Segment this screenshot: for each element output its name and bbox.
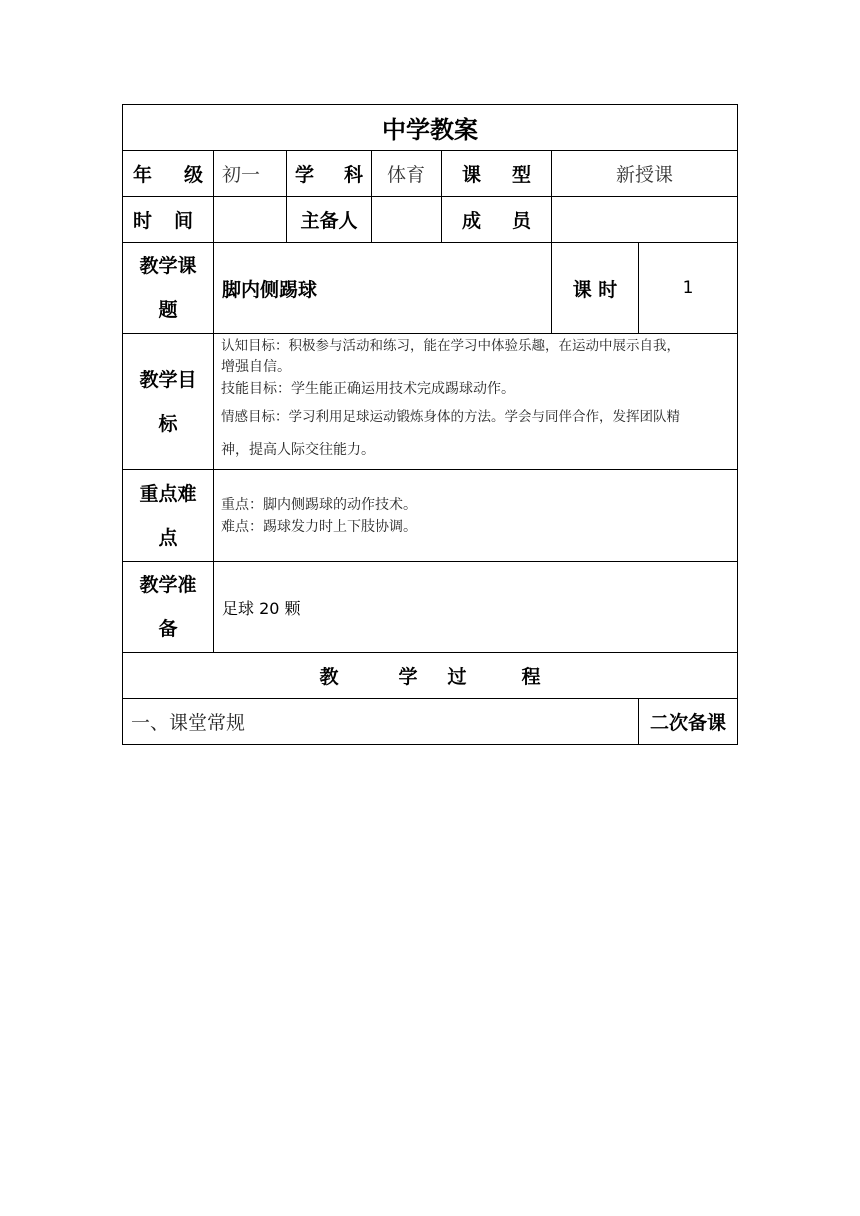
grade-value-text: 初一 bbox=[222, 164, 261, 186]
process-header bbox=[123, 653, 737, 698]
subject-label-char: 科 bbox=[343, 164, 363, 186]
period-value: 1 bbox=[682, 278, 694, 298]
preparation-label-line: 备 bbox=[158, 618, 178, 640]
preparation-value-text: 足球 20 颗 bbox=[222, 598, 301, 618]
key-points-line: 重点：脚内侧踢球的动作技术。 bbox=[221, 497, 417, 513]
period-label: 课 时 bbox=[572, 278, 618, 301]
section1-label bbox=[123, 699, 638, 744]
type-label-char: 课 bbox=[462, 164, 482, 186]
row-divider-5 bbox=[122, 469, 738, 470]
objectives-line: 增强自信。 bbox=[221, 359, 291, 375]
table-border-bottom bbox=[122, 744, 738, 745]
grade-value bbox=[214, 151, 286, 196]
objectives-label-line: 教学目 bbox=[139, 368, 197, 391]
key-points-line: 难点：踢球发力时上下肢协调。 bbox=[221, 519, 417, 535]
members-label-char: 成 bbox=[462, 210, 482, 232]
subject-value-text: 体育 bbox=[387, 164, 426, 186]
subject-value bbox=[372, 151, 441, 196]
key-points-content bbox=[221, 494, 733, 538]
objectives-label bbox=[123, 334, 213, 469]
section1-label-text: 一、课堂常规 bbox=[131, 712, 246, 734]
preparer-label: 主备人 bbox=[300, 210, 358, 232]
topic-value-text: 脚内侧踢球 bbox=[222, 278, 318, 301]
subject-label-char: 学 bbox=[295, 164, 315, 186]
grade-label-char: 年 bbox=[133, 164, 153, 186]
second-prep-label: 二次备课 bbox=[649, 712, 726, 734]
grade-label bbox=[123, 151, 213, 196]
members-value bbox=[552, 197, 737, 242]
objectives-line: 技能目标：学生能正确运用技术完成踢球动作。 bbox=[221, 381, 515, 397]
topic-label-line: 题 bbox=[158, 299, 178, 321]
page-title: 中学教案 bbox=[382, 116, 478, 144]
process-char: 学 bbox=[398, 666, 418, 688]
row-divider-4 bbox=[122, 333, 738, 334]
objectives-line: 情感目标：学习利用足球运动锻炼身体的方法。学会与同伴合作，发挥团队精 bbox=[221, 409, 680, 425]
process-char: 程 bbox=[521, 666, 541, 688]
objectives-line: 神，提高人际交往能力。 bbox=[221, 442, 375, 458]
topic-label-line: 教学课 bbox=[139, 255, 197, 277]
time-label-char: 时 bbox=[133, 210, 153, 232]
preparation-label-line: 教学准 bbox=[139, 574, 197, 596]
key-points-label bbox=[123, 470, 213, 561]
preparer-value bbox=[372, 197, 441, 242]
time-label bbox=[123, 197, 213, 242]
topic-value bbox=[214, 243, 551, 333]
members-label bbox=[442, 197, 551, 242]
grade-label-char: 级 bbox=[183, 164, 203, 186]
time-value bbox=[214, 197, 286, 242]
topic-label bbox=[123, 243, 213, 333]
objectives-line: 认知目标：积极参与活动和练习，能在学习中体验乐趣，在运动中展示自我， bbox=[221, 338, 680, 354]
type-value bbox=[552, 151, 737, 196]
objectives-content bbox=[221, 336, 733, 467]
key-points-label-line: 重点难 bbox=[139, 482, 197, 505]
type-label bbox=[442, 151, 551, 196]
time-label-char: 间 bbox=[173, 210, 193, 232]
type-value-text: 新授课 bbox=[615, 164, 673, 186]
process-char: 过 bbox=[447, 666, 467, 688]
type-label-char: 型 bbox=[511, 164, 531, 186]
table-border-right bbox=[737, 104, 738, 745]
preparation-value bbox=[214, 562, 737, 652]
objectives-label-line: 标 bbox=[158, 412, 178, 435]
members-label-char: 员 bbox=[511, 210, 531, 232]
subject-label bbox=[287, 151, 371, 196]
key-points-label-line: 点 bbox=[158, 526, 178, 549]
preparation-label bbox=[123, 562, 213, 652]
process-char: 教 bbox=[319, 666, 339, 688]
